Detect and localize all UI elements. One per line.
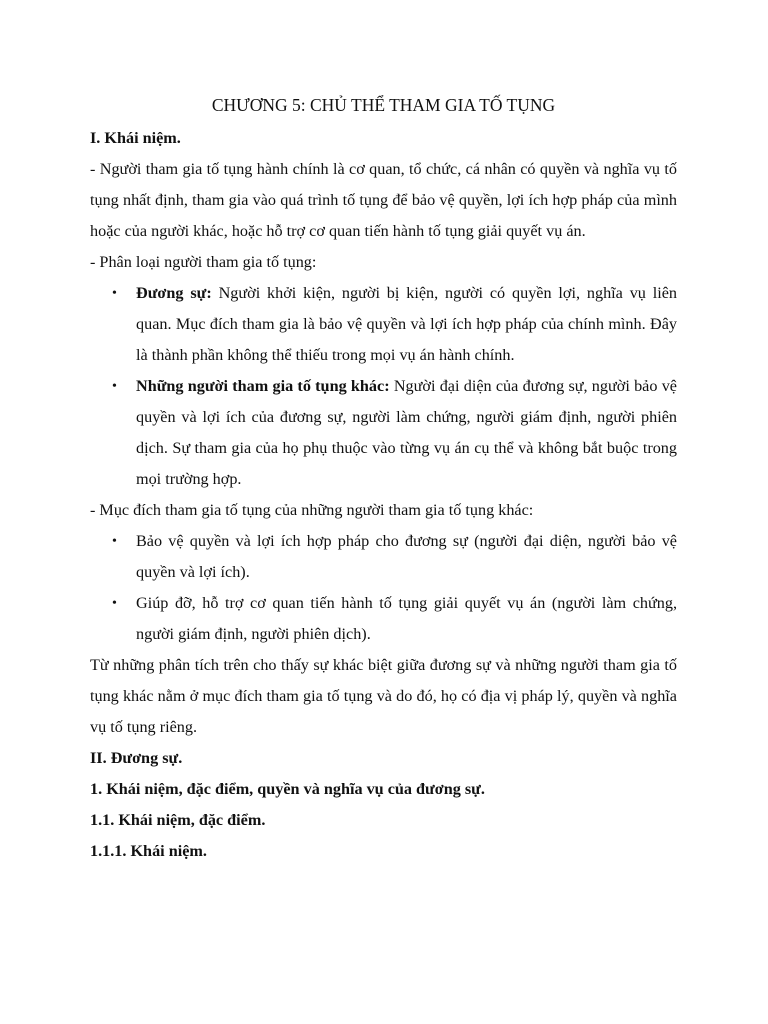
definition-paragraph: - Người tham gia tố tụng hành chính là cơ quan, tổ chức, cá nhân có quyền và nghĩa vụ tố tụng nhất định, tham gia vào quá trình tố tụng để bảo vệ quyền, lợi ích hợp pháp của mình hoặc của người khác, hoặc hỗ trợ cơ quan tiến hành tố tụng giải quyết vụ án. — [90, 160, 677, 240]
list-item-litigants — [112, 278, 678, 371]
list-item-text: Người khởi kiện, người bị kiện, người có quyền lợi, nghĩa vụ liên quan. Mục đích tham gia là bảo vệ quyền và lợi ích hợp pháp của chính mình. Đây là thành phần không thể thiếu trong mọi vụ án hành chính. — [136, 284, 678, 364]
bullet-icon: • — [112, 286, 117, 301]
purpose-intro: - Mục đích tham gia tố tụng của những người tham gia tố tụng khác: — [90, 501, 534, 519]
list-item-assist-agency — [112, 588, 677, 650]
purpose-list — [90, 526, 677, 650]
subsection-heading-1-1: 1.1. Khái niệm, đặc điểm. — [90, 811, 266, 829]
list-item-text: Bảo vệ quyền và lợi ích hợp pháp cho đương sự (người đại diện, người bảo vệ quyền và lợi ích). — [136, 532, 677, 581]
subsection-heading-1-1-1: 1.1.1. Khái niệm. — [90, 842, 207, 860]
term-litigants: Đương sự: — [136, 284, 212, 302]
chapter-title: CHƯƠNG 5: CHỦ THỂ THAM GIA TỐ TỤNG — [211, 95, 556, 115]
list-item-text: Người đại diện của đương sự, người bảo vệ quyền và lợi ích của đương sự, người làm chứng, người giám định, người phiên dịch. Sự tham gia của họ phụ thuộc vào từng vụ án cụ thể và không bắt buộc trong mọi trường hợp. — [136, 377, 677, 488]
term-other-participants: Những người tham gia tố tụng khác: — [136, 377, 390, 395]
subsection-heading-1: 1. Khái niệm, đặc điểm, quyền và nghĩa vụ của đương sự. — [90, 780, 485, 798]
classification-list — [90, 278, 677, 495]
conclusion-paragraph: Từ những phân tích trên cho thấy sự khác biệt giữa đương sự và những người tham gia tố tụng khác nằm ở mục đích tham gia tố tụng và do đó, họ có địa vị pháp lý, quyền và nghĩa vụ tố tụng riêng. — [90, 656, 677, 736]
list-item-other-participants — [112, 371, 677, 495]
section-heading-concept: I. Khái niệm. — [90, 129, 181, 147]
bullet-icon: • — [112, 379, 117, 394]
bullet-icon: • — [112, 534, 117, 549]
list-item-protect-rights — [112, 526, 677, 588]
list-item-text: Giúp đỡ, hỗ trợ cơ quan tiến hành tố tụng giải quyết vụ án (người làm chứng, người giám định, người phiên dịch). — [136, 594, 677, 643]
bullet-icon: • — [112, 596, 117, 611]
document-page — [90, 90, 677, 867]
classification-intro: - Phân loại người tham gia tố tụng: — [90, 253, 317, 271]
section-heading-litigants: II. Đương sự. — [90, 749, 183, 767]
